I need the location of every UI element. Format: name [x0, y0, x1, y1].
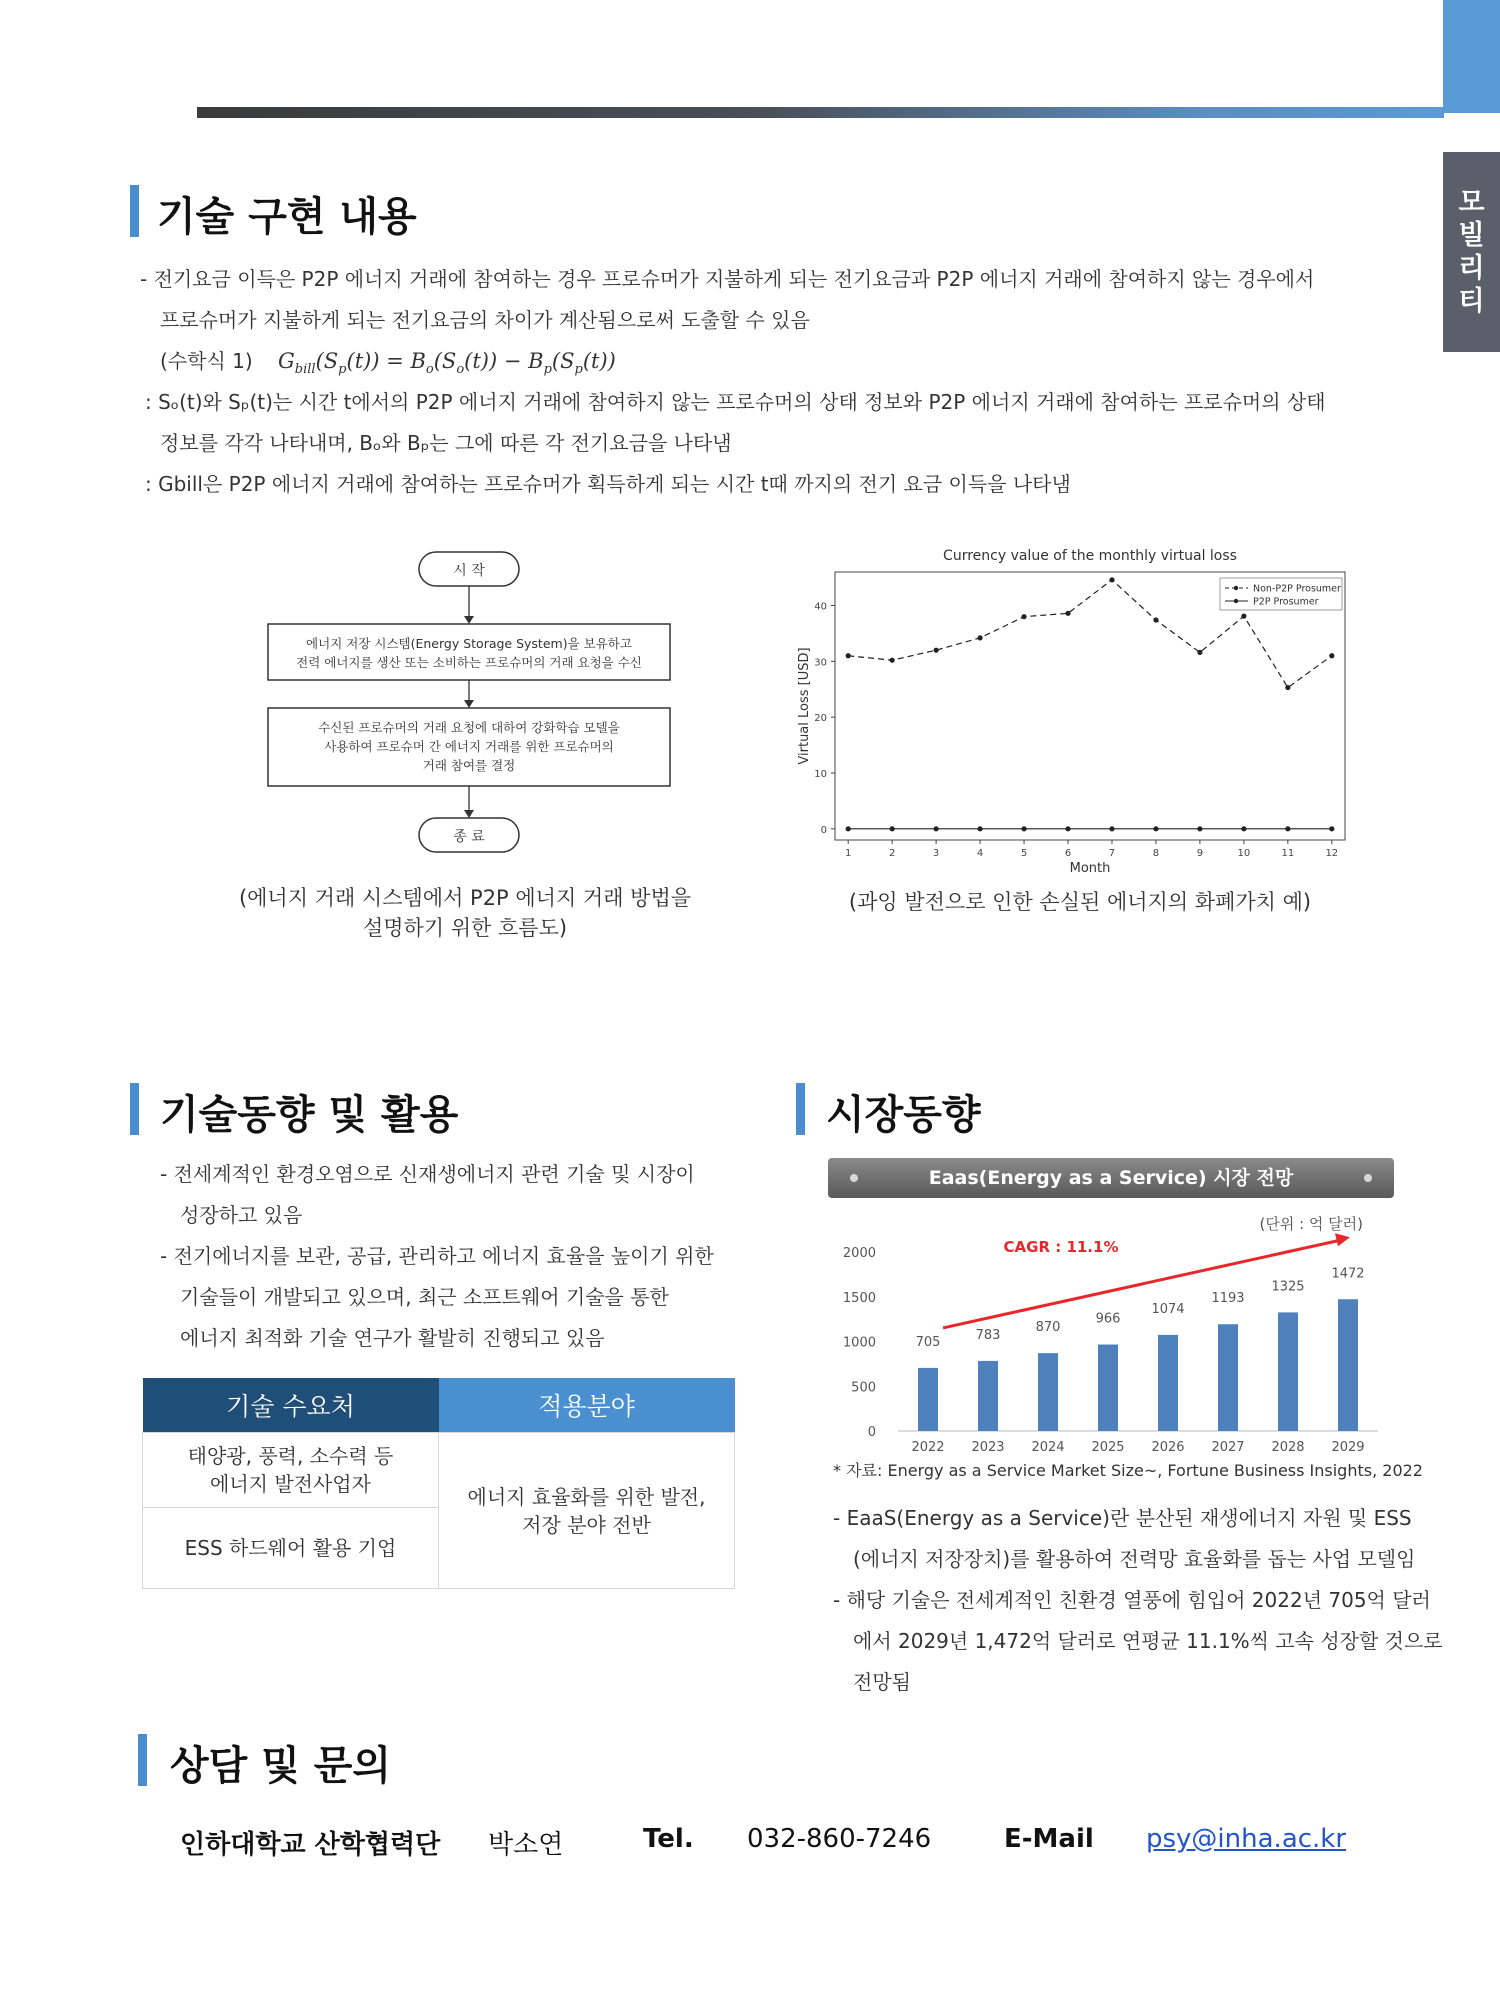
bar: [1098, 1345, 1118, 1431]
text-line: 에서 2029년 1,472억 달러로 연평균 11.1%씩 고속 성장할 것으로: [853, 1629, 1443, 1653]
x-tick-label: 10: [1237, 848, 1251, 859]
side-tab-char: 모: [1458, 187, 1485, 218]
x-tick-label: 12: [1325, 848, 1339, 859]
contact-email-link[interactable]: psy@inha.ac.kr: [1146, 1824, 1347, 1854]
data-point: [846, 653, 851, 658]
header-rule: [197, 107, 1444, 118]
x-tick-label: 3: [932, 848, 940, 859]
data-point: [1329, 653, 1334, 658]
text-line: 정보를 각각 나타내며, Bₒ와 Bₚ는 그에 따른 각 전기요금을 나타냄: [160, 431, 732, 455]
data-point: [890, 826, 895, 831]
market-chart-header: [828, 1158, 1394, 1198]
text-line: - 전세계적인 환경오염으로 신재생에너지 관련 기술 및 시장이: [160, 1162, 695, 1186]
data-point: [1197, 826, 1202, 831]
text-line: 성장하고 있음: [180, 1203, 303, 1227]
bar: [978, 1361, 998, 1431]
x-tick-label: 8: [1152, 848, 1160, 859]
caption-line: 설명하기 위한 흐름도): [362, 916, 568, 940]
data-point: [1065, 611, 1070, 616]
flow-step-1: [268, 624, 670, 680]
cell-line: 에너지 효율화를 위한 발전,: [467, 1484, 706, 1509]
text-line: 기술들이 개발되고 있으며, 최근 소프트웨어 기술을 통한: [180, 1285, 669, 1309]
bullet-icon: [850, 1174, 858, 1182]
bar: [918, 1368, 938, 1431]
x-tick-label: 9: [1196, 848, 1204, 859]
chart-title: Currency value of the monthly virtual loss: [943, 548, 1237, 564]
section-marker: [130, 1083, 139, 1135]
flow-step-1-line: 전력 에너지를 생산 또는 소비하는 프로슈머의 거래 요청을 수신: [296, 655, 642, 670]
cagr-arrow-head: [1335, 1233, 1350, 1246]
side-tab-char: 티: [1458, 286, 1485, 317]
bar-value-label: 966: [1095, 1311, 1121, 1327]
x-axis-label: Month: [1069, 861, 1111, 876]
unit-label: (단위 : 억 달러): [1259, 1215, 1363, 1233]
text-line: : Sₒ(t)와 Sₚ(t)는 시간 t에서의 P2P 에너지 거래에 참여하지 않는 프로슈머의 상태 정보와 P2P 에너지 거래에 참여하는 프로슈머의 상태: [145, 390, 1326, 414]
side-tab-mobility[interactable]: [1443, 152, 1500, 352]
source-note: * 자료: Energy as a Service Market Size~, Fortune Business Insights, 2022: [833, 1461, 1423, 1480]
y-tick-label: 2000: [842, 1246, 876, 1261]
line-chart-caption: (과잉 발전으로 인한 손실된 에너지의 화폐가치 예): [848, 890, 1312, 914]
data-point: [977, 635, 982, 640]
text-line: : Gbill은 P2P 에너지 거래에 참여하는 프로슈머가 획득하게 되는 시간 t때 까지의 전기 요금 이득을 나타냄: [145, 472, 1071, 496]
data-point: [846, 826, 851, 831]
text-line: - 전기요금 이득은 P2P 에너지 거래에 참여하는 경우 프로슈머가 지불하게 되는 전기요금과 P2P 에너지 거래에 참여하지 않는 경우에서: [140, 267, 1315, 291]
x-tick-label: 1: [845, 848, 852, 859]
y-tick-label: 1500: [842, 1290, 876, 1306]
data-point: [1065, 826, 1070, 831]
y-tick-label: 10: [814, 769, 827, 780]
cell-line: 태양광, 풍력, 소수력 등: [187, 1444, 394, 1468]
side-tab-char: 리: [1458, 253, 1485, 284]
x-tick-label: 11: [1281, 848, 1295, 859]
section-title-contact: 상담 및 문의: [170, 1743, 392, 1789]
formula-label: (수학식 1): [160, 349, 253, 373]
y-tick-label: 0: [820, 824, 827, 836]
x-tick-label: 5: [1020, 848, 1028, 859]
bar: [1158, 1335, 1178, 1431]
section-title-trends: 기술동향 및 활용: [160, 1092, 459, 1138]
legend-label: P2P Prosumer: [1253, 596, 1319, 608]
plot-frame: [835, 572, 1345, 840]
bar-value-label: 1325: [1271, 1279, 1305, 1295]
contact-tel-label: Tel.: [643, 1824, 694, 1854]
caption-line: (에너지 거래 시스템에서 P2P 에너지 거래 방법을: [238, 886, 692, 910]
data-point: [1197, 650, 1202, 655]
x-tick-label: 2028: [1271, 1440, 1305, 1455]
x-tick-label: 2029: [1331, 1440, 1365, 1455]
demand-table: [142, 1378, 735, 1589]
bar-value-label: 1193: [1211, 1291, 1245, 1307]
data-point: [977, 826, 982, 831]
virtual-loss-chart: [790, 540, 1360, 880]
data-point: [1285, 685, 1290, 690]
contact-email-label: E-Mail: [1004, 1824, 1094, 1854]
flow-step-2-line: 사용하여 프로슈머 간 에너지 거래를 위한 프로슈머의: [324, 739, 614, 754]
cell-line: 에너지 발전사업자: [210, 1472, 371, 1496]
data-point: [934, 648, 939, 653]
bar-value-label: 870: [1035, 1320, 1061, 1336]
y-tick-label: 0: [867, 1425, 876, 1440]
section-marker: [796, 1083, 805, 1135]
data-point: [934, 826, 939, 831]
bar-value-label: 1472: [1331, 1266, 1365, 1282]
contact-org: 인하대학교 산학협력단: [180, 1830, 441, 1860]
text-line: - EaaS(Energy as a Service)란 분산된 재생에너지 자원 및 ESS: [833, 1506, 1412, 1530]
data-point: [1153, 826, 1158, 831]
formula: $G_{bill}(S_p(t)) = B_o(S_o(t)) - B_p(S_p(t))$: [278, 349, 616, 378]
bar: [1218, 1324, 1238, 1431]
bar: [1038, 1353, 1058, 1431]
table-cell: [143, 1433, 439, 1508]
y-tick-label: 1000: [842, 1335, 876, 1351]
x-tick-label: 2024: [1031, 1440, 1065, 1455]
bar: [1338, 1299, 1358, 1431]
data-point: [1153, 617, 1158, 622]
y-tick-label: 20: [814, 713, 827, 725]
table-cell: [439, 1433, 735, 1589]
section-marker: [130, 185, 139, 237]
y-axis-label: Virtual Loss [USD]: [797, 647, 812, 765]
bar-value-label: 1074: [1151, 1301, 1185, 1317]
bullet-icon: [1364, 1174, 1372, 1182]
flow-step-1-line: 에너지 저장 시스템(Energy Storage System)을 보유하고: [306, 636, 632, 651]
y-tick-label: 40: [814, 601, 827, 613]
y-tick-label: 30: [814, 657, 827, 669]
data-point: [1109, 826, 1114, 831]
data-point: [1285, 826, 1290, 831]
text-line: (에너지 저장장치)를 활용하여 전력망 효율화를 돕는 사업 모델임: [853, 1547, 1416, 1571]
eaas-market-chart: [828, 1200, 1394, 1460]
flowchart: [250, 540, 690, 865]
contact-tel[interactable]: 032-860-7246: [747, 1824, 932, 1854]
section-title-market: 시장동향: [826, 1092, 981, 1138]
x-tick-label: 7: [1108, 848, 1116, 859]
x-tick-label: 6: [1064, 848, 1072, 859]
x-tick-label: 2023: [971, 1440, 1005, 1455]
flow-step-2-line: 거래 참여를 결정: [422, 758, 516, 773]
legend-marker: [1234, 586, 1238, 590]
data-point: [1241, 614, 1246, 619]
data-point: [1241, 826, 1246, 831]
data-point: [1021, 614, 1026, 619]
data-point: [1109, 577, 1114, 582]
data-point: [890, 658, 895, 663]
x-tick-label: 2: [888, 848, 896, 859]
x-tick-label: 2025: [1091, 1440, 1125, 1455]
y-tick-label: 500: [851, 1380, 876, 1396]
data-point: [1329, 826, 1334, 831]
x-tick-label: 2026: [1151, 1440, 1185, 1455]
text-line: 프로슈머가 지불하게 되는 전기요금의 차이가 계산됨으로써 도출할 수 있음: [160, 308, 810, 332]
table-cell: ESS 하드웨어 활용 기업: [143, 1508, 439, 1589]
x-tick-label: 2027: [1211, 1440, 1245, 1455]
table-header-demand: 기술 수요처: [143, 1378, 439, 1433]
text-line: - 전기에너지를 보관, 공급, 관리하고 에너지 효율을 높이기 위한: [160, 1244, 714, 1268]
flow-end-label: 종 료: [453, 829, 485, 845]
bar-value-label: 783: [975, 1327, 1001, 1343]
market-chart-title: Eaas(Energy as a Service) 시장 전망: [928, 1167, 1294, 1189]
section-marker: [138, 1734, 147, 1786]
legend-label: Non-P2P Prosumer: [1253, 583, 1341, 595]
section-title-implementation: 기술 구현 내용: [157, 194, 417, 240]
table-header-field: 적용분야: [439, 1378, 735, 1433]
legend-marker: [1234, 599, 1238, 603]
bar: [1278, 1312, 1298, 1431]
text-line: - 해당 기술은 전세계적인 친환경 열풍에 힘입어 2022년 705억 달러: [833, 1588, 1431, 1612]
x-tick-label: 4: [976, 848, 984, 859]
side-tab-char: 빌: [1458, 220, 1485, 251]
flowchart-caption: [235, 883, 695, 943]
flow-step-2-line: 수신된 프로슈머의 거래 요청에 대하여 강화학습 모델을: [318, 720, 620, 735]
side-tab-accent: [1443, 0, 1500, 113]
bar-value-label: 705: [915, 1334, 941, 1350]
text-line: 전망됨: [853, 1670, 911, 1694]
data-point: [1021, 826, 1026, 831]
cagr-label: CAGR : 11.1%: [1003, 1238, 1119, 1256]
text-line: 에너지 최적화 기술 연구가 활발히 진행되고 있음: [180, 1326, 605, 1350]
x-tick-label: 2022: [911, 1440, 945, 1455]
flow-start-label: 시 작: [453, 563, 485, 579]
cell-line: 저장 분야 전반: [522, 1512, 651, 1537]
contact-name: 박소연: [488, 1830, 564, 1860]
